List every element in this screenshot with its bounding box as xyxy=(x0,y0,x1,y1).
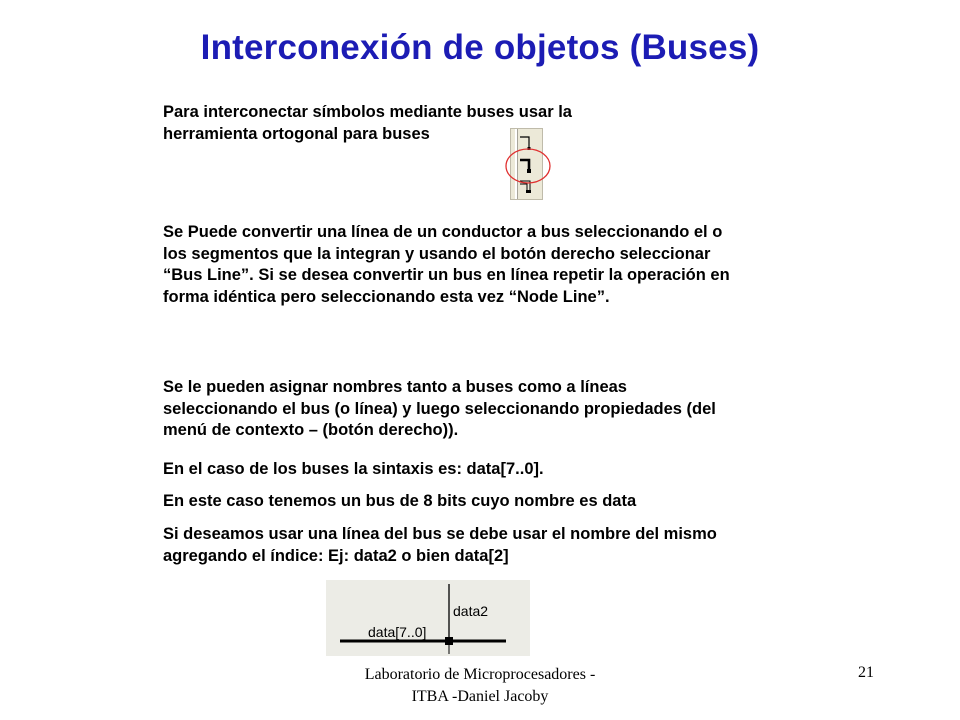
paragraph-bus-tool xyxy=(163,102,743,145)
paragraph-text: Para interconectar símbolos mediante buses usar la herramienta ortogonal para buses xyxy=(163,103,572,143)
bus-schematic xyxy=(326,580,530,656)
page-number: 21 xyxy=(858,664,874,681)
paragraph-text: Si deseamos usar una línea del bus se debe usar el nombre del mismo agregando el índice: Ej: data2 o bien data[2] xyxy=(163,525,717,565)
bus-label: data[7..0] xyxy=(368,624,427,640)
paragraph-names xyxy=(163,377,743,442)
slide-title: Interconexión de objetos (Buses) xyxy=(200,28,760,67)
line-label: data2 xyxy=(453,603,489,619)
paragraph-bus-line xyxy=(163,222,743,308)
footer-line: Laboratorio de Microprocesadores - xyxy=(364,666,596,683)
highlight-circle xyxy=(503,146,553,186)
paragraph-syntax xyxy=(163,459,743,481)
paragraph-text: Se le pueden asignar nombres tanto a buses como a líneas seleccionando el bus (o línea) y luego seleccionando propiedades (del menú de contexto – (botón derecho)). xyxy=(163,378,716,439)
paragraph-text: Se Puede convertir una línea de un conductor a bus seleccionando el o los segmentos que la integran y usando el botón derecho seleccionar “Bus Line”. Si se desea convertir un bus en línea repetir la operación en forma idéntica pero seleccionando esta vez “Node Line”. xyxy=(163,223,730,306)
paragraph-text: En el caso de los buses la sintaxis es: data[7..0]. xyxy=(163,460,544,478)
paragraph-index xyxy=(163,524,743,567)
paragraph-text: En este caso tenemos un bus de 8 bits cuyo nombre es data xyxy=(163,492,637,510)
footer xyxy=(330,664,630,708)
footer-line: ITBA -Daniel Jacoby xyxy=(411,688,549,705)
bus-schematic-image xyxy=(326,580,530,656)
paragraph-8-bits xyxy=(163,491,743,513)
